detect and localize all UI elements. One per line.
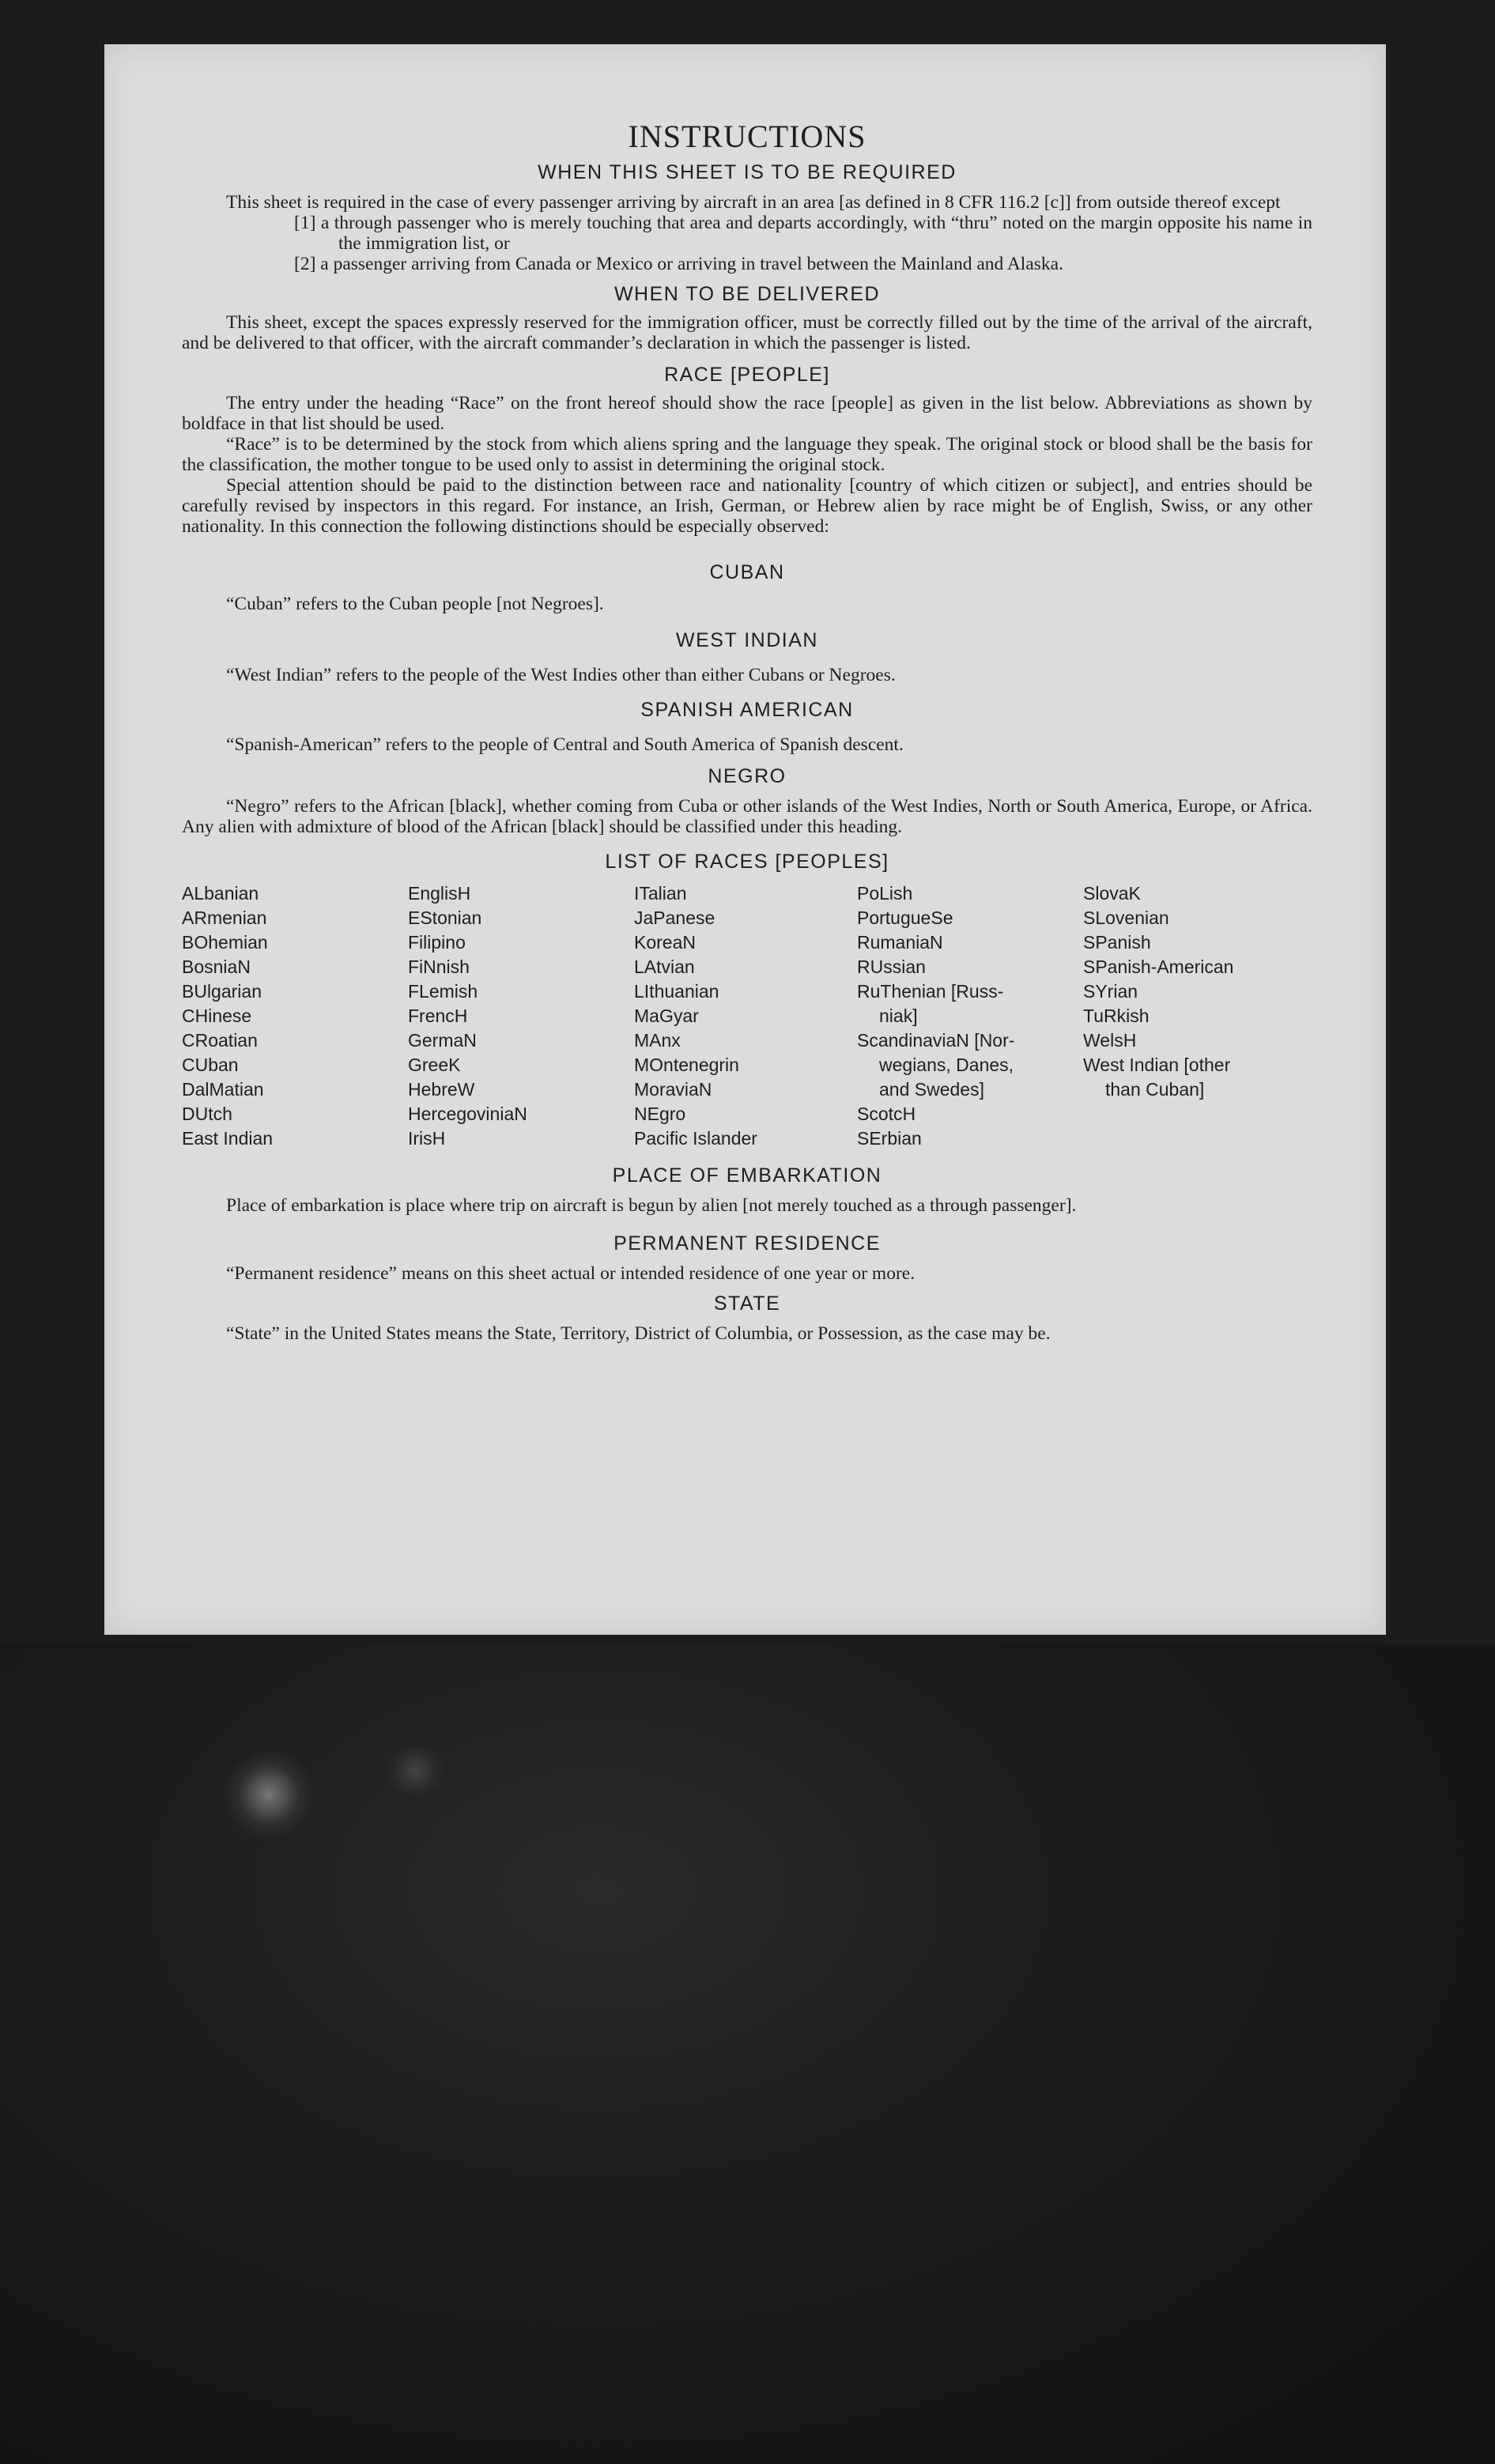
race-entry: MAnx xyxy=(634,1030,681,1051)
section-heading-embarkation: PLACE OF EMBARKATION xyxy=(612,1164,882,1187)
race-paragraph-2: “Race” is to be determined by the stock from which aliens spring and the language they speak. The original stock or blood shall be the basis for the classification, the mother tongue to be used only to assist in determining the original stock. xyxy=(182,434,1312,475)
race-column-5 xyxy=(1083,881,1312,1151)
race-entry: CHinese xyxy=(182,1006,252,1026)
required-exception-2: [2] a passenger arriving from Canada or Mexico or arriving in travel between the Mainland and Alaska. xyxy=(294,254,1063,274)
race-list xyxy=(182,881,1312,1151)
film-smudge xyxy=(379,1747,451,1794)
race-entry-continuation: and Swedes] xyxy=(879,1079,984,1100)
race-entry: EStonian xyxy=(408,907,482,928)
race-entry: RUssian xyxy=(857,957,926,977)
section-heading-west-indian: WEST INDIAN xyxy=(676,629,818,651)
race-entry: SLovenian xyxy=(1083,907,1169,928)
race-entry: ARmenian xyxy=(182,907,267,928)
race-entry: KoreaN xyxy=(634,932,696,953)
race-entry: FrencH xyxy=(408,1006,468,1026)
race-column-2 xyxy=(408,881,634,1151)
race-entry: EnglisH xyxy=(408,883,471,904)
delivered-text: This sheet, except the spaces expressly reserved for the immigration officer, must be correctly filled out by the time of the arrival of the aircraft, and be delivered to that officer, with the aircraft commander’s declaration in which the passenger is listed. xyxy=(182,312,1312,353)
race-entry: SlovaK xyxy=(1083,883,1141,904)
race-entry: BOhemian xyxy=(182,932,268,953)
race-entry: SYrian xyxy=(1083,981,1138,1002)
race-entry: HebreW xyxy=(408,1079,475,1100)
race-entry: WelsH xyxy=(1083,1030,1137,1051)
section-heading-cuban: CUBAN xyxy=(709,561,785,583)
negro-text: “Negro” refers to the African [black], whether coming from Cuba or other islands of the West Indies, North or South America, Europe, or Africa. Any alien with admixture of blood of the African [black] should be classified under this heading. xyxy=(182,796,1312,837)
spanish-american-text: “Spanish-American” refers to the people of Central and South America of Spanish descent. xyxy=(226,734,904,755)
residence-text: “Permanent residence” means on this sheet actual or intended residence of one year or more. xyxy=(226,1263,915,1284)
race-entry: JaPanese xyxy=(634,907,715,928)
section-heading-state: STATE xyxy=(713,1292,781,1315)
race-entry: East Indian xyxy=(182,1128,274,1149)
race-entry: CRoatian xyxy=(182,1030,258,1051)
race-entry: TuRkish xyxy=(1083,1006,1150,1026)
race-entry: West Indian [other xyxy=(1083,1055,1231,1075)
race-entry: SPanish xyxy=(1083,932,1151,953)
section-heading-spanish-american: SPANISH AMERICAN xyxy=(640,699,854,721)
microfilm-blank-frame xyxy=(0,1644,1495,2464)
section-heading-delivered: WHEN TO BE DELIVERED xyxy=(613,283,881,305)
race-entry: RumaniaN xyxy=(857,932,943,953)
race-entry: HercegoviniaN xyxy=(408,1104,527,1124)
film-smudge xyxy=(225,1751,312,1838)
required-exception-1: [1] a through passenger who is merely touching that area and departs accordingly, with “thru” noted on the margin opposite his name in the immigration list, or xyxy=(294,213,1312,254)
required-intro: This sheet is required in the case of every passenger arriving by aircraft in an area [as defined in 8 CFR 116.2 [c]] from outside thereof except xyxy=(226,192,1281,213)
race-entry: DUtch xyxy=(182,1104,232,1124)
section-heading-list-of-races: LIST OF RACES [PEOPLES] xyxy=(605,851,889,873)
sheet-content xyxy=(182,119,1312,1344)
race-entry: Pacific Islander xyxy=(634,1128,757,1149)
race-entry: FiNnish xyxy=(408,957,470,977)
race-entry: PortugueSe xyxy=(857,907,953,928)
instruction-sheet xyxy=(104,44,1386,1635)
race-entry: ITalian xyxy=(634,883,687,904)
race-entry: RuThenian [Russ- xyxy=(857,981,1004,1002)
race-entry-continuation: niak] xyxy=(879,1006,918,1026)
section-heading-negro: NEGRO xyxy=(708,765,787,787)
race-paragraph-3: Special attention should be paid to the distinction between race and nationality [country of which citizen or subject], and entries should be carefully revised by inspectors in this regard. For instance, an Irish, German, or Hebrew alien by race might be of English, Swiss, or any other nationality. In this connection the following distinctions should be especially observed: xyxy=(182,475,1312,537)
race-entry-continuation: wegians, Danes, xyxy=(879,1055,1014,1075)
race-column-4 xyxy=(857,881,1083,1151)
race-entry: SErbian xyxy=(857,1128,922,1149)
cuban-text: “Cuban” refers to the Cuban people [not Negroes]. xyxy=(226,594,604,614)
race-entry: DalMatian xyxy=(182,1079,264,1100)
race-entry: ScandinaviaN [Nor- xyxy=(857,1030,1015,1051)
race-entry: CUban xyxy=(182,1055,239,1075)
section-heading-residence: PERMANENT RESIDENCE xyxy=(613,1232,881,1255)
race-entry-continuation: than Cuban] xyxy=(1105,1079,1205,1100)
race-entry: ScotcH xyxy=(857,1104,916,1124)
race-entry: LAtvian xyxy=(634,957,695,977)
race-paragraph-1: The entry under the heading “Race” on the front hereof should show the race [people] as given in the list below. Abbreviations as shown by boldface in that list should be used. xyxy=(182,393,1312,434)
race-entry: MoraviaN xyxy=(634,1079,712,1100)
west-indian-text: “West Indian” refers to the people of the West Indies other than either Cubans or Negroes. xyxy=(226,665,896,685)
race-column-1 xyxy=(182,881,408,1151)
race-entry: IrisH xyxy=(408,1128,446,1149)
race-entry: Filipino xyxy=(408,932,466,953)
race-entry: MaGyar xyxy=(634,1006,699,1026)
page-title: INSTRUCTIONS xyxy=(628,119,866,154)
section-heading-required: WHEN THIS SHEET IS TO BE REQUIRED xyxy=(538,161,957,183)
race-entry: MOntenegrin xyxy=(634,1055,739,1075)
race-entry: BUlgarian xyxy=(182,981,262,1002)
race-entry: ALbanian xyxy=(182,883,259,904)
race-entry: PoLish xyxy=(857,883,913,904)
race-entry: FLemish xyxy=(408,981,478,1002)
embarkation-text: Place of embarkation is place where trip on aircraft is begun by alien [not merely touched as a through passenger]. xyxy=(226,1195,1077,1216)
race-entry: GermaN xyxy=(408,1030,477,1051)
state-text: “State” in the United States means the State, Territory, District of Columbia, or Possession, as the case may be. xyxy=(226,1323,1051,1344)
section-heading-race: RACE [PEOPLE] xyxy=(664,364,830,386)
race-entry: NEgro xyxy=(634,1104,686,1124)
race-entry: GreeK xyxy=(408,1055,461,1075)
race-entry: LIthuanian xyxy=(634,981,719,1002)
race-column-3 xyxy=(634,881,857,1151)
race-entry: BosniaN xyxy=(182,957,251,977)
race-entry: SPanish-American xyxy=(1083,957,1234,977)
